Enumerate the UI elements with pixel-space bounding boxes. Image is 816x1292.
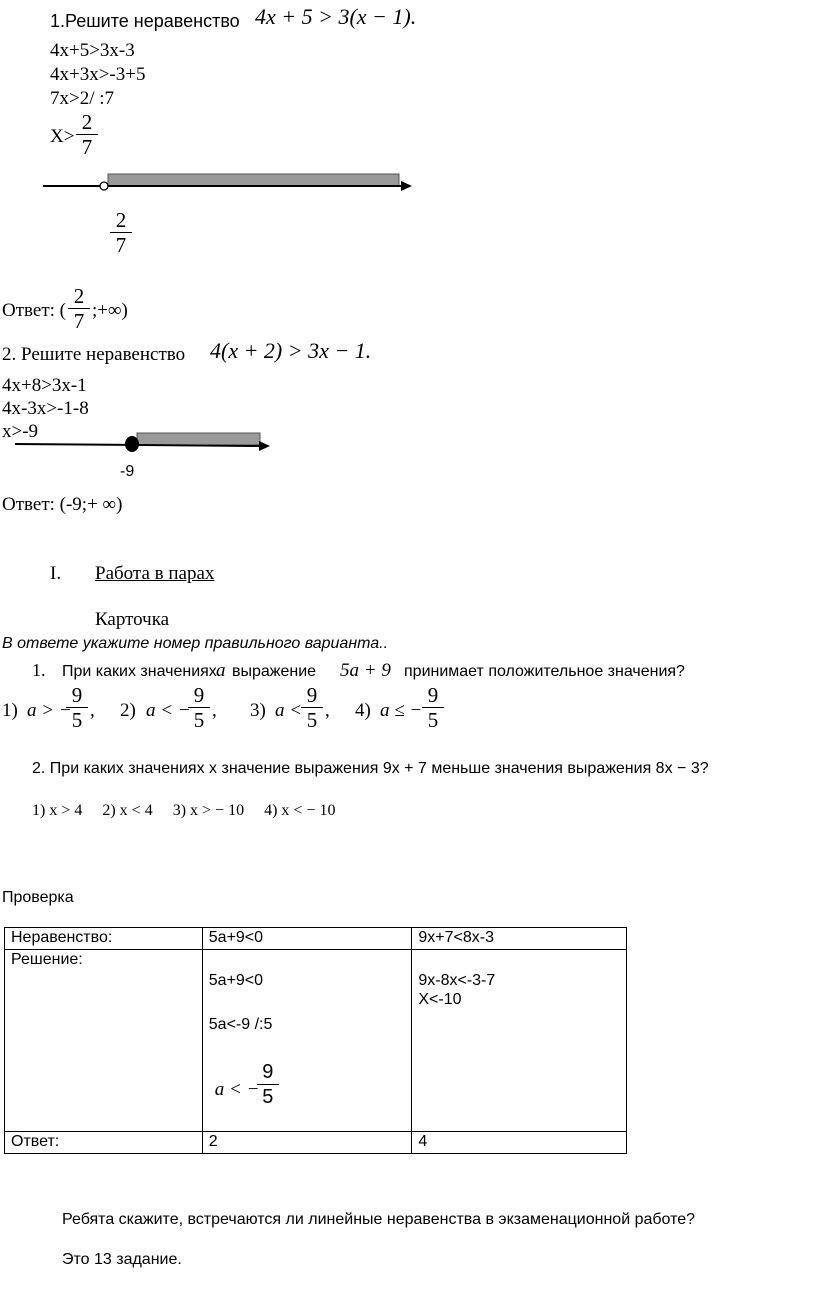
task2-axis-label: -9 xyxy=(120,463,135,480)
check-table xyxy=(4,927,627,1154)
table-row xyxy=(5,1132,627,1154)
arrow-icon xyxy=(401,181,412,191)
task2-step-2: 4x-3x>-1-8 xyxy=(2,398,89,419)
task2-answer: Ответ: (-9;+ ∞) xyxy=(2,494,123,515)
q1-option-4-label: 4) xyxy=(355,700,371,721)
q2-text: 2. При каких значениях x значение выражения 9x + 7 меньше значения выражения 8x − 3? xyxy=(32,760,709,777)
solution-1-line-1: 5a+9<0 xyxy=(208,972,264,989)
section-number: I. xyxy=(50,563,62,584)
footer-answer: Это 13 задание. xyxy=(62,1251,182,1268)
task1-result-fraction: 2 7 xyxy=(76,110,98,159)
task1-answer-prefix: Ответ: ( xyxy=(2,300,66,321)
table-cell: Решение: xyxy=(5,950,203,1132)
task1-step-3: 7x>2/ :7 xyxy=(50,88,115,109)
table-cell: 2 xyxy=(202,1132,412,1154)
task1-inequality: 4x + 5 > 3(x − 1). xyxy=(255,4,417,29)
q1-expr: 5a + 9 xyxy=(340,660,391,681)
q1-option-3-tail: , xyxy=(325,700,330,721)
closed-point-icon xyxy=(125,436,139,452)
q1-option-2-label: 2) xyxy=(120,700,136,721)
instruction: В ответе укажите номер правильного варианта.. xyxy=(2,635,389,652)
section-title: Работа в парах xyxy=(95,563,215,584)
task1-result-prefix: X> xyxy=(50,126,75,147)
number-line-1 xyxy=(43,174,412,191)
task2-step-3: x>-9 xyxy=(2,421,39,442)
task1-answer-suffix: ;+∞) xyxy=(92,300,128,321)
footer-question: Ребята скажите, встречаются ли линейные неравенства в экзаменационной работе? xyxy=(62,1211,696,1228)
q2-options: 1) x > 4 2) x < 4 3) x > − 10 4) x < − 10 xyxy=(32,802,336,819)
open-point-icon xyxy=(100,182,108,190)
table-cell: 9x+7<8x-3 xyxy=(412,928,627,950)
task2-step-1: 4x+8>3x-1 xyxy=(2,375,87,396)
q1-option-2-tail: , xyxy=(212,700,217,721)
q1-text-c: принимает положительное значения? xyxy=(404,663,685,680)
q1-option-4-fraction: 9 5 xyxy=(422,683,444,732)
q1-option-1-lhs: a > − xyxy=(27,700,72,721)
q1-text-b: выражение xyxy=(232,663,317,680)
number-lines xyxy=(0,0,816,520)
q1-option-3-lhs: a < xyxy=(275,700,303,721)
solution-2-line-1: 9x-8x<-3-7 xyxy=(418,972,496,989)
q1-option-4-lhs: a ≤ − xyxy=(380,700,423,721)
solution-interval-2 xyxy=(137,433,260,445)
table-row xyxy=(5,950,627,1132)
table-cell: Неравенство: xyxy=(5,928,203,950)
task2-inequality: 4(x + 2) > 3x − 1. xyxy=(210,338,372,363)
table-cell-solution-2 xyxy=(412,950,627,1132)
q1-option-2-lhs: a < − xyxy=(146,700,191,721)
solution-interval-1 xyxy=(108,174,399,186)
q1-option-3-fraction: 9 5 xyxy=(301,683,323,732)
table-cell: Ответ: xyxy=(5,1132,203,1154)
solution-2-line-2: X<-10 xyxy=(418,991,462,1008)
task1-heading: 1.Решите неравенство xyxy=(50,11,240,31)
table-cell: 4 xyxy=(412,1132,627,1154)
task1-step-1: 4x+5>3x-3 xyxy=(50,40,135,61)
solution-1-fraction: 9 5 xyxy=(257,1060,279,1109)
table-cell-solution-1 xyxy=(202,950,412,1132)
task1-answer-fraction: 2 7 xyxy=(68,284,90,333)
check-title: Проверка xyxy=(2,889,74,906)
table-row xyxy=(5,928,627,950)
table-cell: 5a+9<0 xyxy=(202,928,412,950)
q1-var: a xyxy=(216,660,226,681)
q1-option-1-tail: , xyxy=(90,700,95,721)
solution-1-line-2: 5a<-9 /:5 xyxy=(208,1016,273,1033)
q1-option-2-fraction: 9 5 xyxy=(188,683,210,732)
solution-1-lhs: a < − xyxy=(214,1079,260,1100)
task1-axis-fraction: 2 7 xyxy=(110,208,132,257)
task2-heading: 2. Решите неравенство xyxy=(2,344,186,365)
q1-option-1-label: 1) xyxy=(2,700,18,721)
q1-option-3-label: 3) xyxy=(250,700,266,721)
q1-number: 1. xyxy=(32,660,46,680)
arrow-icon xyxy=(259,441,270,451)
q1-option-1-fraction: 9 5 xyxy=(66,683,88,732)
card-title: Карточка xyxy=(95,609,170,630)
task1-step-2: 4x+3x>-3+5 xyxy=(50,64,146,85)
number-line-2 xyxy=(15,433,270,452)
q1-text-a: При каких значениях xyxy=(62,663,217,680)
